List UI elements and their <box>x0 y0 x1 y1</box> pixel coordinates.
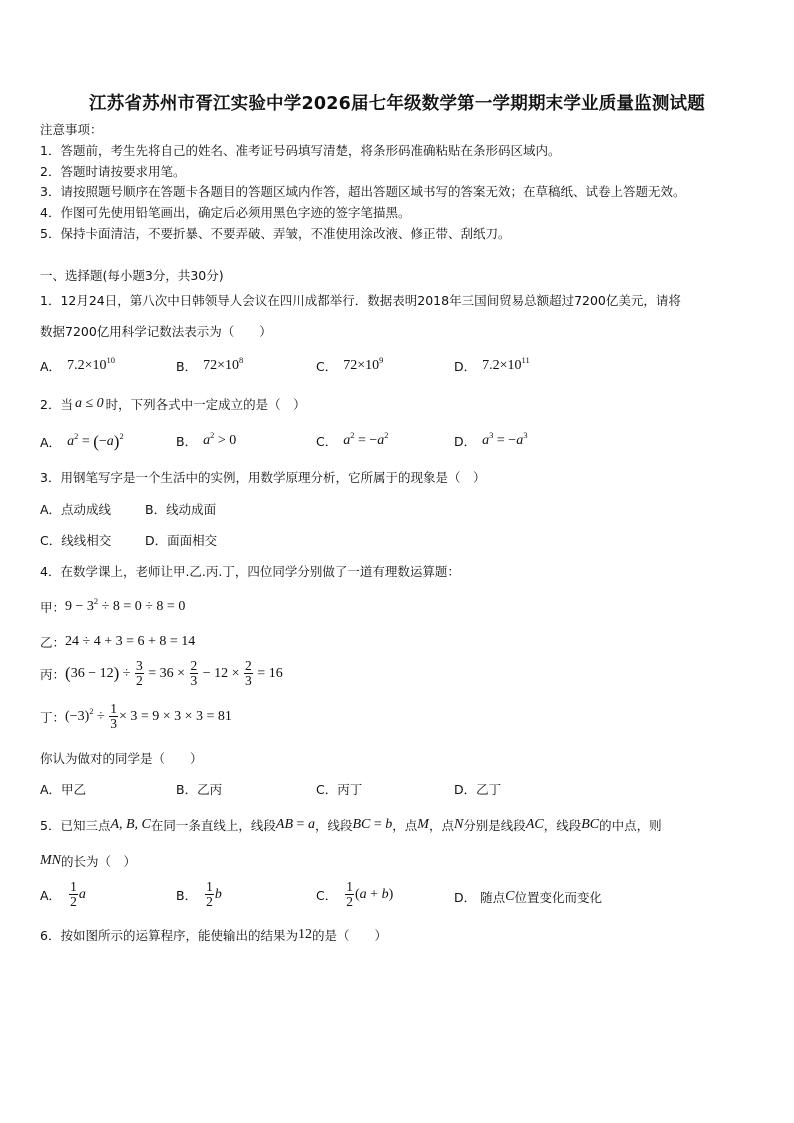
stem-text: 的中点，则 <box>599 818 662 833</box>
calculation: $9 - 3^2 \div 8 = 0 \div 8 = 0$ <box>65 596 186 614</box>
option-letter: A． <box>40 359 62 374</box>
option-formula: $a^2 = (-a)^2$ <box>67 431 124 451</box>
exponent: 11 <box>521 355 530 365</box>
option-d: D．乙丁 <box>454 782 502 797</box>
option-a: A．甲乙 <box>40 782 87 797</box>
option-d <box>454 432 527 450</box>
stem-text: 的长为（ ） <box>61 854 137 869</box>
math-expression: a <box>78 886 86 902</box>
exam-title: 江苏省苏州市胥江实验中学2026届七年级数学第一学期期末学业质量监测试题 <box>89 94 705 114</box>
math-expression: b <box>214 886 222 902</box>
question-1-line-2: 数据7200亿用科学记数法表示为（ ） <box>40 324 272 339</box>
notice-item: 5．保持卡面清洁，不要折暴、不要弄破、弄皱，不准使用涂改液、修正带、刮纸刀。 <box>40 226 511 241</box>
math-expression: AC <box>525 817 544 832</box>
student-ding-work <box>40 702 232 731</box>
option-letter: D． <box>454 359 477 374</box>
exponent: 8 <box>238 355 244 365</box>
option-value: 72×10 <box>203 358 239 373</box>
student-yi-work <box>40 633 195 651</box>
stem-text: ，点 <box>392 818 418 833</box>
section-heading: 一、选择题(每小题3分，共30分) <box>40 268 224 283</box>
fraction: $\frac{1}{2}$ <box>346 879 353 910</box>
student-label: 丁： <box>40 709 66 725</box>
stem-text: ，线段 <box>314 818 353 833</box>
option-value: 72×10 <box>343 358 380 373</box>
option-c <box>316 432 389 450</box>
option-b <box>176 357 243 375</box>
question-5-line-1 <box>40 816 662 834</box>
math-expression: MN <box>40 853 61 868</box>
option-letter: D． <box>454 434 477 449</box>
notice-item: 4．作图可先使用铅笔画出，确定后必须用黑色字迹的签字笔描黑。 <box>40 205 411 220</box>
math-expression: BC <box>581 817 600 832</box>
stem-math: a ≤ 0 <box>74 396 104 411</box>
option-a <box>40 432 124 452</box>
option-letter: C． <box>316 887 338 903</box>
math-expression: M <box>417 817 429 832</box>
option-c: C．线线相交 <box>40 533 112 548</box>
math-expression: 12 <box>297 927 312 942</box>
option-letter: C． <box>316 359 338 374</box>
calculation: (36 − 12) ÷ $\frac{3}{2}$ = 36 × $\frac{2}{3}$ − 12 × $\frac{2}{3}$ = 16 <box>65 658 283 689</box>
question-4-stem: 4．在数学课上，老师让甲.乙.丙.丁，四位同学分别做了一道有理数运算题： <box>40 564 460 579</box>
option-letter: C． <box>316 434 338 449</box>
stem-text: 5．已知三点 <box>40 818 111 833</box>
fraction: $\frac{1}{2}$ <box>70 879 77 910</box>
option-d <box>454 357 530 375</box>
notice-heading: 注意事项： <box>40 122 103 137</box>
question-4-ask: 你认为做对的同学是（ ） <box>40 751 203 766</box>
option-letter: A． <box>40 435 62 450</box>
math-expression: N <box>453 817 464 832</box>
question-1-line-1: 1．12月24日，第八次中日韩领导人会议在四川成都举行．数据表明2018年三国间贸易总额超过7200亿美元，请将 <box>40 293 681 308</box>
stem-text: 的是（ ） <box>311 928 387 943</box>
stem-text: 6．按如图所示的运算程序，能使输出的结果为 <box>40 928 298 943</box>
student-label: 甲： <box>40 600 66 615</box>
option-a <box>40 880 86 909</box>
option-letter: A． <box>40 887 62 903</box>
student-label: 乙： <box>40 635 66 650</box>
student-label: 丙： <box>40 666 66 682</box>
option-b <box>176 880 222 909</box>
stem-text: 分别是线段 <box>463 818 526 833</box>
calculation: 24 ÷ 4 + 3 = 6 + 8 = 14 <box>65 634 196 649</box>
option-value: 7.2×10 <box>482 358 522 373</box>
question-5-line-2 <box>40 852 136 870</box>
fraction: $\frac{1}{2}$ <box>206 879 213 910</box>
stem-text: 在同一条直线上，线段 <box>150 818 276 833</box>
option-text: 位置变化而变化 <box>514 890 603 905</box>
notice-item: 2．答题时请按要求用笔。 <box>40 164 186 179</box>
student-bing-work <box>40 659 283 688</box>
exponent: 10 <box>106 355 115 365</box>
option-c <box>316 357 383 375</box>
option-formula: $a^3 = -a^3$ <box>482 430 528 448</box>
stem-text: 2．当 <box>40 397 73 412</box>
math-expression: BC = b <box>352 817 393 832</box>
option-c: C．丙丁 <box>316 782 363 797</box>
option-letter: B． <box>176 359 198 374</box>
option-formula: $a^2 > 0$ <box>203 430 237 448</box>
option-b: B．线动成面 <box>145 502 217 517</box>
notice-item: 3．请按照题号顺序在答题卡各题目的答题区域内作答，超出答题区域书写的答案无效；在草稿纸、试卷上答题无效。 <box>40 184 686 199</box>
question-2-stem <box>40 395 306 413</box>
math-expression: (a + b) <box>354 886 394 902</box>
option-d <box>454 888 602 906</box>
stem-text: ，线段 <box>543 818 582 833</box>
option-letter: B． <box>176 434 198 449</box>
stem-text: 时，下列各式中一定成立的是（ ） <box>105 397 306 412</box>
option-d: D．面面相交 <box>145 533 218 548</box>
calculation: $(-3)^2$ ÷ $\frac{1}{3}$ × 3 = 9 × 3 × 3 = 81 <box>65 701 232 732</box>
option-formula: $a^2 = -a^2$ <box>343 430 389 448</box>
option-letter: B． <box>176 887 198 903</box>
notice-item: 1．答题前，考生先将自己的姓名、准考证号码填写清楚，将条形码准确粘贴在条形码区域内。 <box>40 143 561 158</box>
option-b <box>176 432 236 450</box>
option-c <box>316 880 393 909</box>
option-letter: D． <box>454 890 477 905</box>
exponent: 9 <box>379 355 384 365</box>
option-b: B．乙丙 <box>176 782 223 797</box>
option-a <box>40 357 115 375</box>
question-6-stem <box>40 926 387 944</box>
math-expression: AB = a <box>275 817 315 832</box>
option-value: 7.2×10 <box>67 358 107 373</box>
option-text: 随点 <box>480 890 506 905</box>
option-a: A．点动成线 <box>40 502 112 517</box>
question-3-stem: 3．用钢笔写字是一个生活中的实例，用数学原理分析，它所属于的现象是（ ） <box>40 470 486 485</box>
math-expression: C <box>505 889 515 904</box>
stem-text: ，点 <box>428 818 454 833</box>
math-expression: A, B, C <box>110 817 151 832</box>
student-jia-work <box>40 598 185 616</box>
